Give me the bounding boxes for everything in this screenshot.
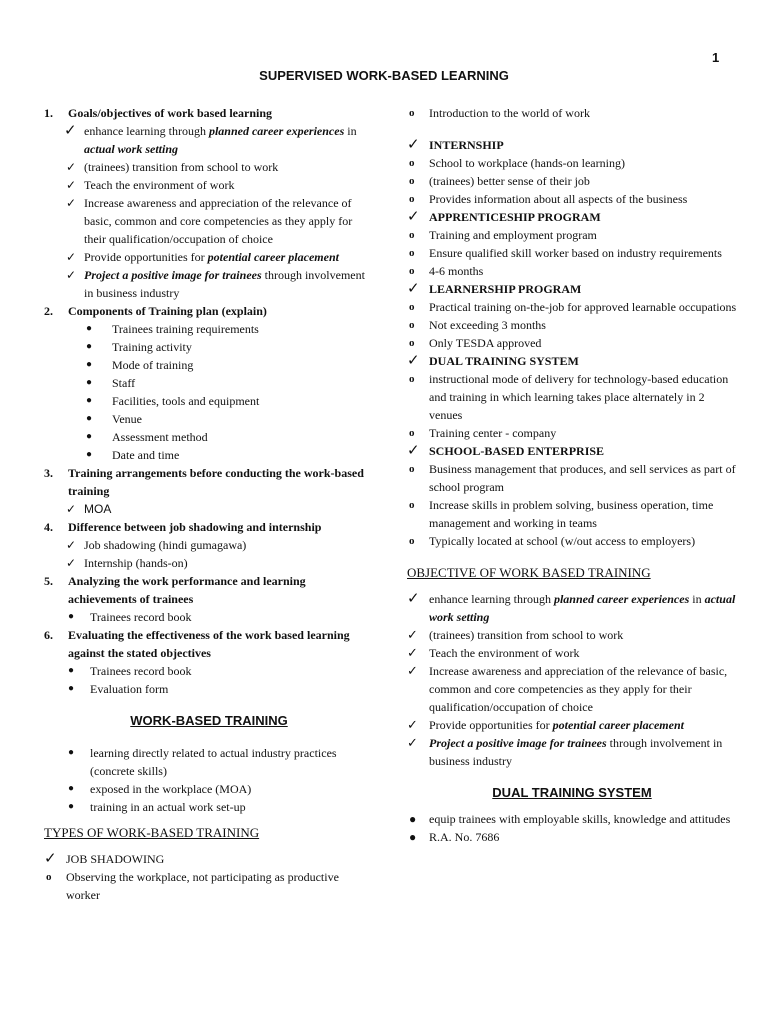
internship-list: [407, 154, 737, 208]
list-item: o (trainees) better sense of their job: [409, 174, 590, 188]
checkmark-icon: ✓: [66, 160, 77, 174]
goal-item: ✓ Teach the environment of work: [66, 178, 235, 192]
list-item: o Observing the workplace, not participating as productive worker: [46, 870, 339, 902]
list-item: o Ensure qualified skill worker based on industry requirements: [409, 246, 722, 260]
learnership-heading: ✓ LEARNERSHIP PROGRAM: [407, 281, 582, 297]
list-item: ● Trainees record book: [68, 664, 192, 678]
school-based-enterprise-heading: ✓ SCHOOL-BASED ENTERPRISE: [407, 443, 605, 459]
dual-training-list: [407, 370, 737, 442]
bullet-icon: ●: [68, 611, 75, 622]
list-item: ✓ Job shadowing (hindi gumagawa): [66, 538, 247, 552]
list-item: ✓ MOA: [66, 502, 112, 516]
list-item: o instructional mode of delivery for technology-based education and training in which learning takes place alternately in 2 venues: [409, 372, 729, 422]
checkmark-icon: ✓: [407, 627, 418, 642]
list-item: o Training and employment program: [409, 228, 597, 242]
objective-item: ✓ enhance learning through planned career experiences in actual work setting: [407, 591, 736, 624]
checkmark-icon: ✓: [407, 353, 420, 369]
checkmark-icon: ✓: [44, 851, 57, 867]
goal-item: ✓ Increase awareness and appreciation of the relevance of basic, common and core competencies as they apply for their qualification/occupation of choice: [66, 196, 353, 246]
circle-bullet-icon: o: [409, 229, 415, 241]
circle-bullet-icon: o: [409, 427, 415, 439]
checkmark-icon: ✓: [64, 123, 77, 139]
list-item: ● R.A. No. 7686: [409, 830, 500, 844]
bullet-icon: ●: [68, 801, 75, 812]
list-item: o Training center - company: [409, 426, 557, 440]
list-item: ● Trainees training requirements: [86, 322, 259, 336]
list-item: o Increase skills in problem solving, business operation, time management and working in teams: [409, 498, 714, 530]
goal-item: ✓ enhance learning through planned career experiences in actual work setting: [64, 123, 357, 156]
bullet-icon: ●: [86, 323, 93, 334]
apprenticeship-heading: ✓ APPRENTICESHIP PROGRAM: [407, 209, 601, 225]
list-item: ● exposed in the workplace (MOA): [68, 782, 252, 796]
list-item: o Provides information about all aspects of the business: [409, 192, 688, 206]
list-item: ● Facilities, tools and equipment: [86, 394, 260, 408]
bullet-icon: ●: [86, 413, 93, 424]
circle-bullet-icon: o: [409, 107, 415, 119]
internship-heading: ✓ INTERNSHIP: [407, 137, 504, 153]
section-1-heading: 1. Goals/objectives of work based learning: [44, 106, 272, 120]
objective-item: ✓ Teach the environment of work: [407, 645, 580, 660]
page-number: 1: [712, 50, 720, 65]
dual-training-system-list: [407, 810, 737, 846]
list-item: ● Date and time: [86, 448, 180, 462]
circle-bullet-icon: o: [409, 535, 415, 547]
bullet-icon: ●: [409, 830, 417, 844]
bullet-icon: ●: [86, 359, 93, 370]
circle-bullet-icon: o: [409, 175, 415, 187]
goal-item: ✓ Provide opportunities for potential career placement: [66, 250, 339, 264]
right-column: [407, 104, 737, 846]
page-title: SUPERVISED WORK-BASED LEARNING: [259, 68, 509, 83]
left-column: [44, 104, 374, 904]
dual-training-heading: ✓ DUAL TRAINING SYSTEM: [407, 353, 579, 369]
list-item: ✓ Internship (hands-on): [66, 556, 188, 570]
checkmark-icon: ✓: [407, 645, 418, 660]
list-item: o 4-6 months: [409, 264, 484, 278]
objective-item: ✓ (trainees) transition from school to work: [407, 627, 624, 642]
circle-bullet-icon: o: [409, 319, 415, 331]
objective-item: ✓ Provide opportunities for potential career placement: [407, 717, 684, 732]
circle-bullet-icon: o: [409, 247, 415, 259]
circle-bullet-icon: o: [409, 157, 415, 169]
circle-bullet-icon: o: [409, 301, 415, 313]
list-item: o Business management that produces, and sell services as part of school program: [409, 462, 736, 494]
list-item: ● Assessment method: [86, 430, 208, 444]
bullet-icon: ●: [86, 431, 93, 442]
checkmark-icon: ✓: [407, 209, 420, 225]
components-list: [44, 320, 374, 464]
checkmark-icon: ✓: [407, 663, 418, 678]
list-item: ● Trainees record book: [68, 610, 192, 624]
list-item: ● equip trainees with employable skills, knowledge and attitudes: [409, 812, 731, 826]
bullet-icon: ●: [86, 395, 93, 406]
learnership-list: [407, 298, 737, 352]
section-2-heading: 2. Components of Training plan (explain): [44, 304, 267, 318]
circle-bullet-icon: o: [409, 193, 415, 205]
section-4-heading: 4. Difference between job shadowing and internship: [44, 520, 322, 534]
bullet-icon: ●: [86, 341, 93, 352]
checkmark-icon: ✓: [407, 137, 420, 153]
list-item: ● Venue: [86, 412, 142, 426]
job-shadowing-heading: ✓ JOB SHADOWING: [44, 851, 165, 867]
checkmark-icon: ✓: [66, 556, 77, 570]
objective-heading: OBJECTIVE OF WORK BASED TRAINING: [407, 565, 651, 580]
goal-item: ✓ (trainees) transition from school to work: [66, 160, 279, 174]
objective-item: ✓ Increase awareness and appreciation of the relevance of basic, common and core competencies as they apply for their qualification/occupation of choice: [407, 663, 728, 714]
circle-bullet-icon: o: [409, 463, 415, 475]
section-3-heading: 3. Training arrangements before conducting the work-based training: [44, 466, 364, 498]
dual-training-system-heading: DUAL TRAINING SYSTEM: [492, 785, 652, 800]
bullet-icon: ●: [68, 665, 75, 676]
bullet-icon: ●: [86, 449, 93, 460]
section-6-heading: 6. Evaluating the effectiveness of the work based learning against the stated objectives: [44, 628, 350, 660]
list-item: ● Mode of training: [86, 358, 194, 372]
checkmark-icon: ✓: [407, 591, 420, 607]
circle-bullet-icon: o: [409, 337, 415, 349]
checkmark-icon: ✓: [66, 196, 77, 210]
list-item: o Only TESDA approved: [409, 336, 542, 350]
checkmark-icon: ✓: [66, 538, 77, 552]
checkmark-icon: ✓: [66, 502, 77, 516]
list-item: ● Evaluation form: [68, 682, 169, 696]
list-item: o Introduction to the world of work: [409, 106, 590, 120]
school-based-enterprise-list: [407, 460, 737, 550]
bullet-icon: ●: [86, 377, 93, 388]
objective-item: ✓ Project a positive image for trainees through involvement in business industry: [407, 735, 723, 768]
list-item: ● Training activity: [86, 340, 192, 354]
bullet-icon: ●: [68, 683, 75, 694]
checkmark-icon: ✓: [407, 443, 420, 459]
goal-item: ✓ Project a positive image for trainees through involvement in business industry: [66, 268, 365, 300]
checkmark-icon: ✓: [66, 268, 77, 282]
list-item: ● Staff: [86, 376, 136, 390]
bullet-icon: ●: [409, 812, 417, 826]
section-5-heading: 5. Analyzing the work performance and learning achievements of trainees: [44, 574, 306, 606]
checkmark-icon: ✓: [407, 717, 418, 732]
apprenticeship-list: [407, 226, 737, 280]
bullet-icon: ●: [68, 747, 75, 758]
work-based-training-heading: WORK-BASED TRAINING: [130, 713, 288, 728]
list-item: o Not exceeding 3 months: [409, 318, 546, 332]
list-item: o Practical training on-the-job for approved learnable occupations: [409, 300, 737, 314]
bullet-icon: ●: [68, 783, 75, 794]
list-item: ● training in an actual work set-up: [68, 800, 246, 814]
circle-bullet-icon: o: [409, 265, 415, 277]
work-based-training-list: [44, 744, 374, 816]
list-item: ● learning directly related to actual industry practices (concrete skills): [68, 746, 337, 778]
circle-bullet-icon: o: [409, 499, 415, 511]
types-heading: TYPES OF WORK-BASED TRAINING: [44, 825, 260, 840]
checkmark-icon: ✓: [407, 281, 420, 297]
list-item: o School to workplace (hands-on learning): [409, 156, 625, 170]
checkmark-icon: ✓: [407, 735, 418, 750]
circle-bullet-icon: o: [46, 871, 52, 883]
circle-bullet-icon: o: [409, 373, 415, 385]
checkmark-icon: ✓: [66, 178, 77, 192]
list-item: o Typically located at school (w/out access to employers): [409, 534, 696, 548]
checkmark-icon: ✓: [66, 250, 77, 264]
